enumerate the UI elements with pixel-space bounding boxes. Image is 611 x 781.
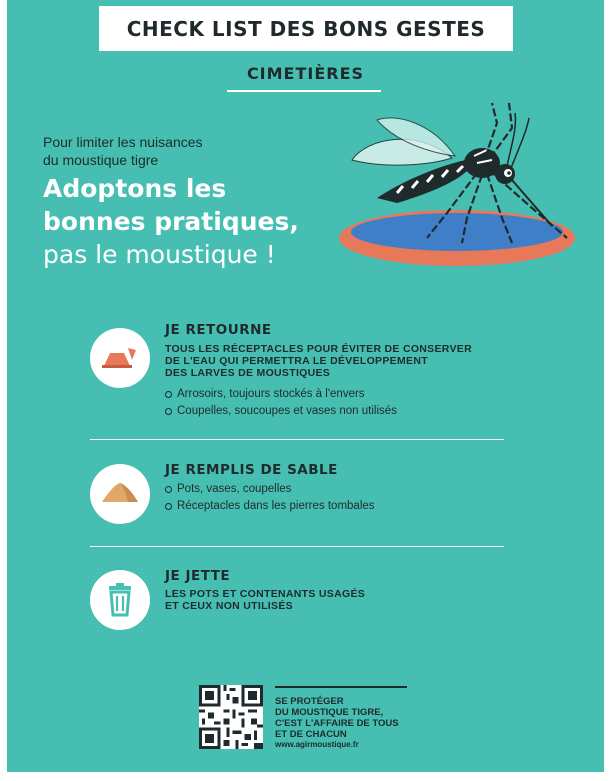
footer-line: SE PROTÉGER (275, 696, 344, 707)
footer-url-link[interactable]: www.agirmoustique.fr (275, 740, 359, 749)
intro-text (43, 133, 293, 169)
poster (7, 0, 604, 772)
section-title: JE JETTE (165, 568, 231, 584)
bullet-icon (165, 503, 172, 510)
list-item (165, 481, 375, 498)
list-item (165, 498, 375, 515)
section-description (165, 588, 505, 612)
qr-code[interactable] (199, 685, 263, 749)
bullet-icon (165, 391, 172, 398)
desc-line: DES LARVES DE MOUSTIQUES (165, 367, 331, 379)
desc-line: TOUS LES RÉCEPTACLES POUR ÉVITER DE CONSERVER (165, 343, 472, 355)
footer-line: DU MOUSTIQUE TIGRE, (275, 707, 384, 718)
bullet-list (165, 386, 397, 420)
footer-line: ET DE CHACUN (275, 729, 347, 740)
section-je-jette (90, 568, 510, 638)
bullet-icon (165, 486, 172, 493)
list-item-text: Coupelles, soucoupes et vases non utilisés (177, 405, 397, 417)
section-je-retourne (90, 322, 510, 432)
footer-rule (275, 686, 407, 688)
list-item (165, 386, 397, 403)
list-item-text: Réceptacles dans les pierres tombales (177, 500, 375, 512)
headline-line-2: bonnes pratiques, (43, 207, 299, 236)
footer-line: C'EST L'AFFAIRE DE TOUS (275, 718, 399, 729)
desc-line: ET CEUX NON UTILISÉS (165, 600, 293, 612)
intro-line-2: du moustique tigre (43, 152, 159, 168)
page-subtitle: CIMETIÈRES (246, 64, 365, 83)
trash-bin-icon (90, 570, 150, 630)
footer-message (275, 696, 435, 740)
section-title: JE RETOURNE (165, 322, 272, 338)
page-title: CHECK LIST DES BONS GESTES (126, 16, 486, 41)
bullet-list (165, 481, 375, 515)
list-item-text: Arrosoirs, toujours stockés à l'envers (177, 388, 365, 400)
intro-line-1: Pour limiter les nuisances (43, 134, 203, 150)
section-title: JE REMPLIS DE SABLE (165, 462, 338, 478)
bullet-icon (165, 408, 172, 415)
list-item-text: Pots, vases, coupelles (177, 483, 292, 495)
headline (43, 172, 299, 271)
headline-line-3: pas le moustique ! (43, 240, 276, 269)
section-description (165, 343, 505, 379)
overturned-pot-icon (90, 328, 150, 388)
divider (90, 439, 504, 440)
section-je-remplis-de-sable (90, 462, 510, 532)
headline-line-1: Adoptons les (43, 174, 227, 203)
list-item (165, 403, 397, 420)
desc-line: LES POTS ET CONTENANTS USAGÉS (165, 588, 366, 600)
sand-pile-icon (90, 464, 150, 524)
title-banner (99, 6, 513, 51)
divider (90, 546, 504, 547)
subtitle-underline (227, 90, 381, 92)
desc-line: DE L'EAU QUI PERMETTRA LE DÉVELOPPEMENT (165, 355, 428, 367)
mosquito-illustration (337, 98, 592, 283)
